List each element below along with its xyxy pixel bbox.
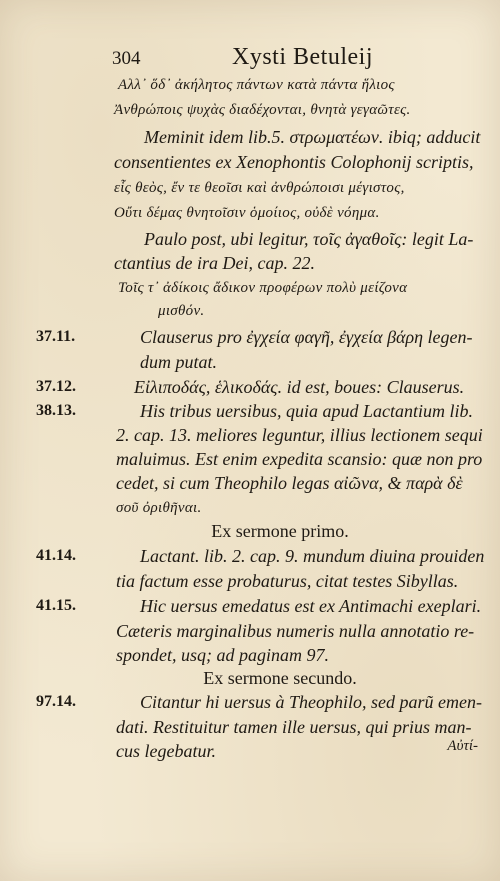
text-line: Ἀνθρώποις ψυχὰς διαδέχονται, θνητὰ γεγαῶτες. xyxy=(114,102,411,118)
verse-reference: 38.13. xyxy=(36,402,76,419)
page-header xyxy=(112,44,480,74)
text-line: Paulo post, ubi legitur, τοῖς ἀγαθοῖς: legit La- xyxy=(144,229,474,249)
text-line: maluimus. Est enim expedita scansio: quæ non pro xyxy=(116,449,483,469)
page-number: 304 xyxy=(112,48,141,69)
text-line: μισθόν. xyxy=(158,303,205,319)
text-line: Αλλ᾽ ὅδ᾽ ἀκήλητος πάντων κατὰ πάντα ἥλιος xyxy=(118,77,395,93)
text-line: Lactant. lib. 2. cap. 9. mundum diuina prouiden xyxy=(140,546,485,566)
verse-reference: 41.14. xyxy=(36,547,76,564)
text-line: cus legebatur. xyxy=(116,741,216,761)
text-line: spondet, usq; ad paginam 97. xyxy=(116,645,329,665)
text-line: σοῦ ὀριθῆναι. xyxy=(116,500,202,516)
text-line: Hic uersus emedatus est ex Antimachi exeplari. xyxy=(140,596,482,616)
text-line: ctantius de ira Dei, cap. 22. xyxy=(114,253,315,273)
text-line: tia factum esse probaturus, citat testes Sibyllas. xyxy=(116,571,459,591)
text-line: dati. Restituitur tamen ille uersus, qui prius man- xyxy=(116,717,472,737)
text-line: Citantur hi uersus à Theophilo, sed parũ emen- xyxy=(140,692,482,712)
text-line: Clauserus pro ἐγχεία φαγῆ, ἐγχεία βάρη legen- xyxy=(140,327,473,347)
text-line: His tribus uersibus, quia apud Lactantium lib. xyxy=(140,401,474,421)
text-line: 2. cap. 13. meliores leguntur, illius lectionem sequi xyxy=(116,425,483,445)
text-line: dum putat. xyxy=(140,352,218,372)
section-heading: Ex sermone secundo. xyxy=(203,668,357,688)
text-line: Τοῖς τ᾽ ἀδίκοις ἄδικον προφέρων πολὺ μείζονα xyxy=(118,280,408,296)
text-line: Meminit idem lib.5. στρωματέων. ibiq; adducit xyxy=(144,127,481,147)
section-heading: Ex sermone primo. xyxy=(211,521,349,541)
text-line: Cæteris marginalibus numeris nulla annotatio re- xyxy=(116,621,475,641)
catchword: Αὐτί- xyxy=(447,738,478,754)
text-line: Εἰλιποδάς, ἑλικοδάς. id est, boues: Clauserus. xyxy=(134,377,465,397)
running-title: Xysti Betuleij xyxy=(232,44,373,70)
text-line: Οὔτι δέμας θνητοῖσιν ὁμοίιος, οὐδὲ νόημα. xyxy=(114,205,380,221)
text-line: εἷς θεὸς, ἔν τε θεοῖσι καὶ ἀνθρώποισι μέγιστος, xyxy=(114,180,405,196)
verse-reference: 37.11. xyxy=(36,328,76,345)
verse-reference: 37.12. xyxy=(36,378,76,395)
text-line: consentientes ex Xenophontis Colophonij scriptis, xyxy=(114,152,474,172)
text-line: cedet, si cum Theophilo legas αἰῶνα, & παρὰ δὲ xyxy=(116,473,463,493)
verse-reference: 41.15. xyxy=(36,597,76,614)
verse-reference: 97.14. xyxy=(36,693,76,710)
